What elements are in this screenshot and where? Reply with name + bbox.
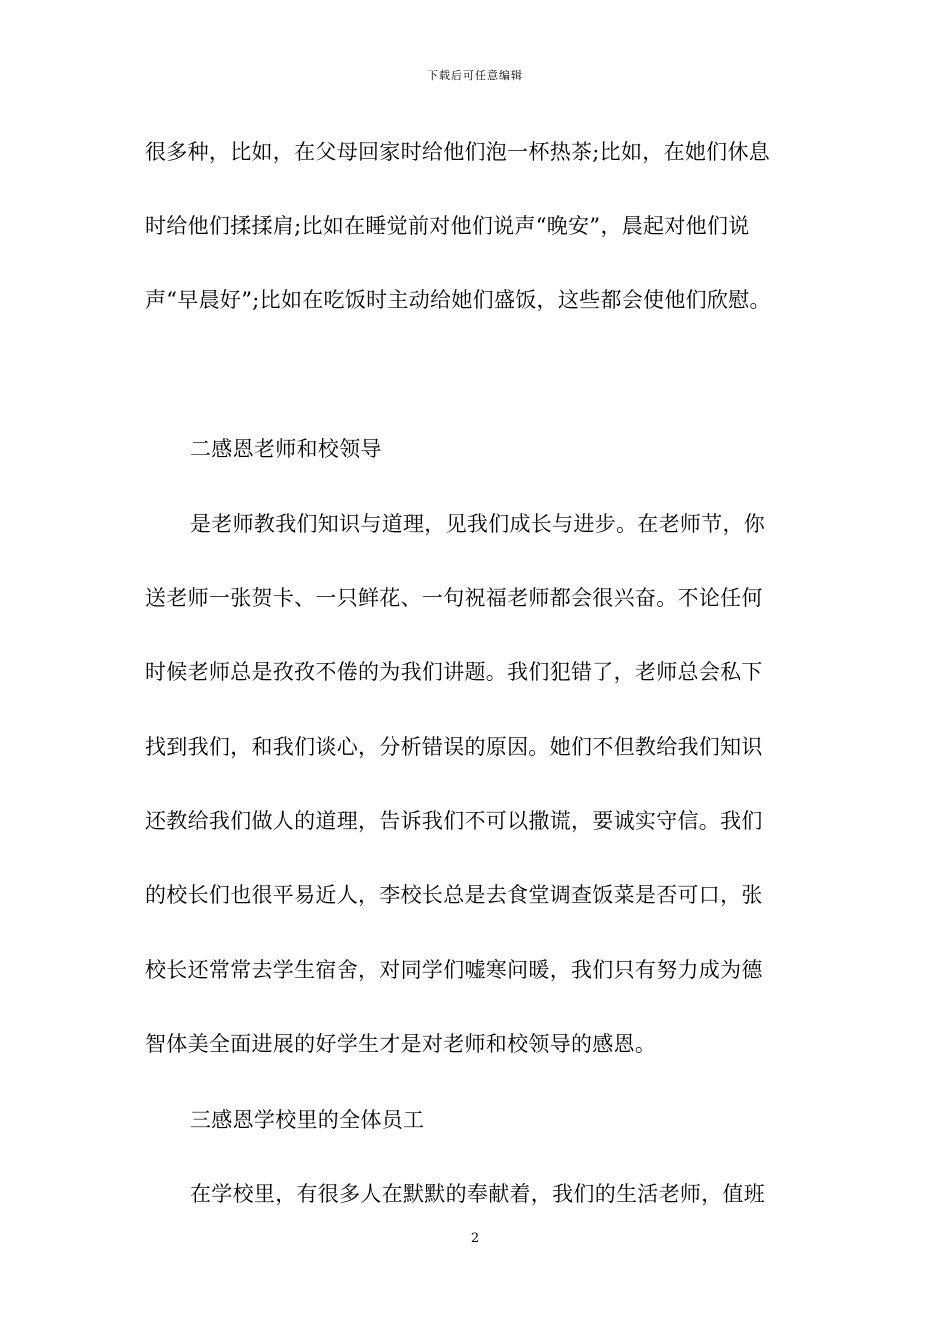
body-line: 找到我们，和我们谈心，分析错误的原因。她们不但教给我们知识	[145, 735, 763, 759]
body-line: 在学校里，有很多人在默默的奉献着，我们的生活老师，值班	[190, 1182, 766, 1206]
body-line: 的校长们也很平易近人，李校长总是去食堂调查饭菜是否可口，张	[145, 883, 763, 907]
body-line: 智体美全面进展的好学生才是对老师和校领导的感恩。	[145, 1032, 657, 1056]
body-line: 是老师教我们知识与道理，见我们成长与进步。在老师节，你	[190, 512, 766, 536]
body-line: 送老师一张贺卡、一只鲜花、一句祝福老师都会很兴奋。不论任何	[145, 586, 763, 610]
body-line: 校长还常常去学生宿舍，对同学们嘘寒问暖，我们只有努力成为德	[145, 958, 763, 982]
section-heading: 二感恩老师和校领导	[190, 437, 382, 461]
page-number: 2	[470, 1231, 480, 1246]
body-line: 很多种，比如，在父母回家时给他们泡一杯热茶;比如，在她们休息	[145, 140, 771, 164]
body-line: 时给他们揉揉肩;比如在睡觉前对他们说声“晚安”，晨起对他们说	[145, 214, 750, 238]
section-heading: 三感恩学校里的全体员工	[190, 1108, 425, 1132]
body-line: 时候老师总是孜孜不倦的为我们讲题。我们犯错了，老师总会私下	[145, 660, 763, 684]
page-header: 下载后可任意编辑	[427, 69, 523, 82]
body-line: 还教给我们做人的道理，告诉我们不可以撒谎，要诚实守信。我们	[145, 809, 763, 833]
body-line: 声“早晨好”;比如在吃饭时主动给她们盛饭，这些都会使他们欣慰。	[145, 288, 771, 312]
